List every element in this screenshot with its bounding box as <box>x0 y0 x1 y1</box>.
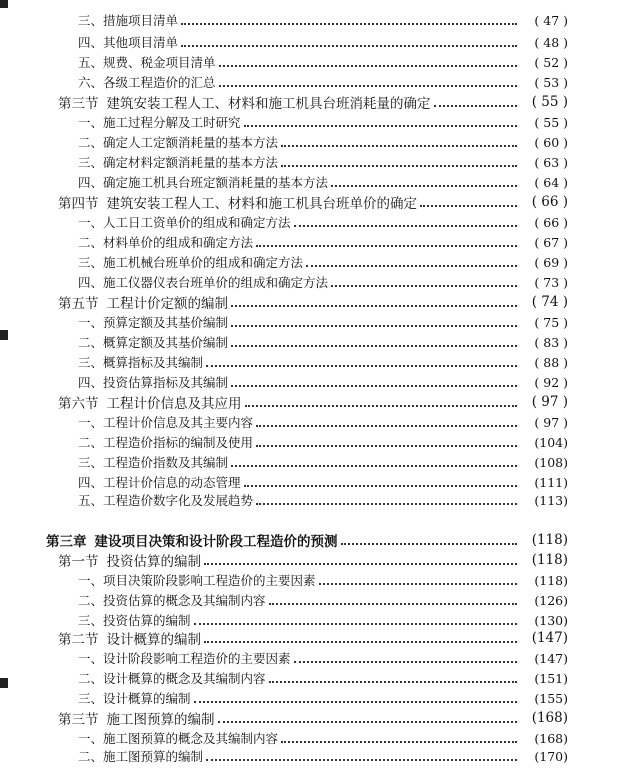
toc-label: 二、投资估算的概念及其编制内容 <box>78 593 266 608</box>
leader-dots <box>269 680 517 683</box>
toc-label: 五、工程造价数字化及发展趋势 <box>78 493 254 508</box>
leader-dots <box>434 104 518 107</box>
page-number: (147) <box>534 650 568 666</box>
page-number: ( 75 ) <box>534 314 568 330</box>
leader-dots <box>194 622 517 625</box>
leader-dots <box>244 124 517 127</box>
toc-item <box>0 312 640 332</box>
page-number: (151) <box>534 670 568 686</box>
toc-label: 一、项目决策阶段影响工程造价的主要因素 <box>78 573 316 588</box>
toc-item <box>0 32 640 52</box>
toc-title: 建筑安装工程人工、材料和施工机具台班单价的确定 <box>106 196 417 212</box>
leader-dots <box>219 84 517 87</box>
toc-title: 投资估算的编制 <box>106 554 201 570</box>
toc-label: 一、预算定额及其基价编制 <box>78 315 229 330</box>
toc-label: 第三节 <box>58 96 99 112</box>
toc-label: 二、确定人工定额消耗量的基本方法 <box>78 135 279 150</box>
page-number: (108) <box>534 454 568 470</box>
toc-label: 第六节 <box>58 396 99 412</box>
toc-item <box>0 590 640 610</box>
leader-dots <box>181 22 517 25</box>
toc-section <box>0 292 640 312</box>
page-number: ( 52 ) <box>534 54 568 70</box>
toc-item <box>0 610 640 630</box>
toc-item <box>0 472 640 492</box>
leader-dots <box>204 640 517 643</box>
toc-label: 一、工程计价信息及其主要内容 <box>78 415 254 430</box>
toc-item <box>0 212 640 232</box>
leader-dots <box>181 44 517 47</box>
toc-label: 二、材料单价的组成和确定方法 <box>78 235 254 250</box>
page-number: (118) <box>531 552 568 568</box>
leader-dots <box>219 64 517 67</box>
toc-label: 一、施工过程分解及工时研究 <box>78 115 241 130</box>
toc-item <box>0 372 640 392</box>
page-number: (170) <box>534 748 568 764</box>
toc-chapter <box>0 530 640 550</box>
toc-label: 二、设计概算的概念及其编制内容 <box>78 671 266 686</box>
toc-label: 二、施工图预算的编制 <box>78 749 204 764</box>
toc-label: 一、设计阶段影响工程造价的主要因素 <box>78 651 291 666</box>
toc-item <box>0 72 640 92</box>
leader-dots <box>319 582 517 585</box>
toc-item <box>0 688 640 708</box>
leader-dots <box>306 264 517 267</box>
toc-label: 三、施工机械台班单价的组成和确定方法 <box>78 255 304 270</box>
toc-label: 三、措施项目清单 <box>78 13 179 28</box>
page-number: ( 69 ) <box>534 254 568 270</box>
leader-dots <box>204 562 517 565</box>
toc-section <box>0 392 640 412</box>
leader-dots <box>231 344 517 347</box>
page-number: (130) <box>534 612 568 628</box>
toc-label: 四、其他项目清单 <box>78 35 179 50</box>
leader-dots <box>194 700 517 703</box>
toc-label: 五、规费、税金项目清单 <box>78 55 216 70</box>
page-number: ( 92 ) <box>534 374 568 390</box>
leader-dots <box>294 224 517 227</box>
toc-item <box>0 152 640 172</box>
toc-item <box>0 332 640 352</box>
toc-section <box>0 192 640 212</box>
toc-label: 二、概算定额及其基价编制 <box>78 335 229 350</box>
page-number: (155) <box>534 690 568 706</box>
scan-mark <box>0 0 8 8</box>
toc-title: 建设项目决策和设计阶段工程造价的预测 <box>94 534 338 550</box>
toc-item <box>0 10 640 30</box>
toc-title: 工程计价定额的编制 <box>106 296 228 312</box>
toc-label: 三、确定材料定额消耗量的基本方法 <box>78 155 279 170</box>
leader-dots <box>245 404 518 407</box>
page-number: ( 97 ) <box>534 414 568 430</box>
toc-item <box>0 728 640 748</box>
toc-label: 第四节 <box>58 196 99 212</box>
toc-item <box>0 570 640 590</box>
page-number: ( 60 ) <box>534 134 568 150</box>
toc-label: 二、工程造价指标的编制及使用 <box>78 435 254 450</box>
toc-title: 建筑安装工程人工、材料和施工机具台班消耗量的确定 <box>106 96 431 112</box>
page-number: (104) <box>534 434 568 450</box>
scan-mark <box>0 678 8 688</box>
page-number: ( 74 ) <box>531 294 568 310</box>
toc-item <box>0 272 640 292</box>
toc-title: 工程计价信息及其应用 <box>106 396 242 412</box>
toc-item <box>0 746 640 766</box>
page-number: (168) <box>531 710 568 726</box>
leader-dots <box>420 204 517 207</box>
toc-item <box>0 172 640 192</box>
toc-section <box>0 92 640 112</box>
toc-label: 第二节 <box>58 632 99 648</box>
leader-dots <box>231 304 517 307</box>
page-number: ( 63 ) <box>534 154 568 170</box>
toc-item <box>0 648 640 668</box>
leader-dots <box>244 484 517 487</box>
page-number: ( 97 ) <box>531 394 568 410</box>
page-number: ( 73 ) <box>534 274 568 290</box>
toc-section <box>0 550 640 570</box>
toc-label: 一、施工图预算的概念及其编制内容 <box>78 731 279 746</box>
page-number: (113) <box>534 492 568 508</box>
toc-label: 四、确定施工机具台班定额消耗量的基本方法 <box>78 175 329 190</box>
toc-item <box>0 668 640 688</box>
toc-item <box>0 232 640 252</box>
leader-dots <box>231 464 517 467</box>
toc-item <box>0 432 640 452</box>
toc-item <box>0 412 640 432</box>
toc-label: 一、人工日工资单价的组成和确定方法 <box>78 215 291 230</box>
toc-item <box>0 112 640 132</box>
leader-dots <box>256 502 517 505</box>
page-number: ( 55 ) <box>534 114 568 130</box>
leader-dots <box>256 244 517 247</box>
page-number: (126) <box>534 592 568 608</box>
leader-dots <box>281 740 517 743</box>
toc-item <box>0 252 640 272</box>
toc-label: 三、概算指标及其编制 <box>78 355 204 370</box>
leader-dots <box>231 324 517 327</box>
toc-label: 四、工程计价信息的动态管理 <box>78 475 241 490</box>
leader-dots <box>269 602 517 605</box>
page-number: (168) <box>534 730 568 746</box>
leader-dots <box>341 542 518 545</box>
page-number: (111) <box>534 474 568 490</box>
leader-dots <box>331 284 517 287</box>
page-number: ( 83 ) <box>534 334 568 350</box>
toc-label: 三、工程造价指数及其编制 <box>78 455 229 470</box>
scan-mark <box>0 330 8 340</box>
toc-label: 第五节 <box>58 296 99 312</box>
toc-section <box>0 708 640 728</box>
toc-label: 第三节 <box>58 712 99 728</box>
leader-dots <box>231 384 517 387</box>
toc-section <box>0 628 640 648</box>
page-number: (118) <box>534 572 568 588</box>
toc-label: 第一节 <box>58 554 99 570</box>
leader-dots <box>281 144 517 147</box>
page-number: ( 66 ) <box>531 194 568 210</box>
leader-dots <box>206 758 517 761</box>
toc-label: 六、各级工程造价的汇总 <box>78 75 216 90</box>
leader-dots <box>206 364 517 367</box>
leader-dots <box>281 164 517 167</box>
leader-dots <box>331 184 517 187</box>
leader-dots <box>256 424 517 427</box>
toc-title: 设计概算的编制 <box>106 632 201 648</box>
page-number: ( 66 ) <box>534 214 568 230</box>
page-number: ( 55 ) <box>531 94 568 110</box>
toc-label: 四、施工仪器仪表台班单价的组成和确定方法 <box>78 275 329 290</box>
page-number: ( 67 ) <box>534 234 568 250</box>
leader-dots <box>256 444 517 447</box>
page-number: (118) <box>531 532 568 548</box>
toc-item <box>0 452 640 472</box>
page-number: ( 88 ) <box>534 354 568 370</box>
leader-dots <box>218 720 518 723</box>
toc-item <box>0 352 640 372</box>
page-number: ( 47 ) <box>534 12 568 28</box>
toc-label: 三、设计概算的编制 <box>78 691 191 706</box>
page-number: ( 48 ) <box>534 34 568 50</box>
page-number: (147) <box>531 630 568 646</box>
toc-item <box>0 490 640 510</box>
page-number: ( 64 ) <box>534 174 568 190</box>
page-number: ( 53 ) <box>534 74 568 90</box>
toc-label: 三、投资估算的编制 <box>78 613 191 628</box>
toc-item <box>0 132 640 152</box>
toc-label: 第三章 <box>46 534 87 550</box>
toc-item <box>0 52 640 72</box>
leader-dots <box>294 660 517 663</box>
toc-label: 四、投资估算指标及其编制 <box>78 375 229 390</box>
toc-title: 施工图预算的编制 <box>106 712 215 728</box>
